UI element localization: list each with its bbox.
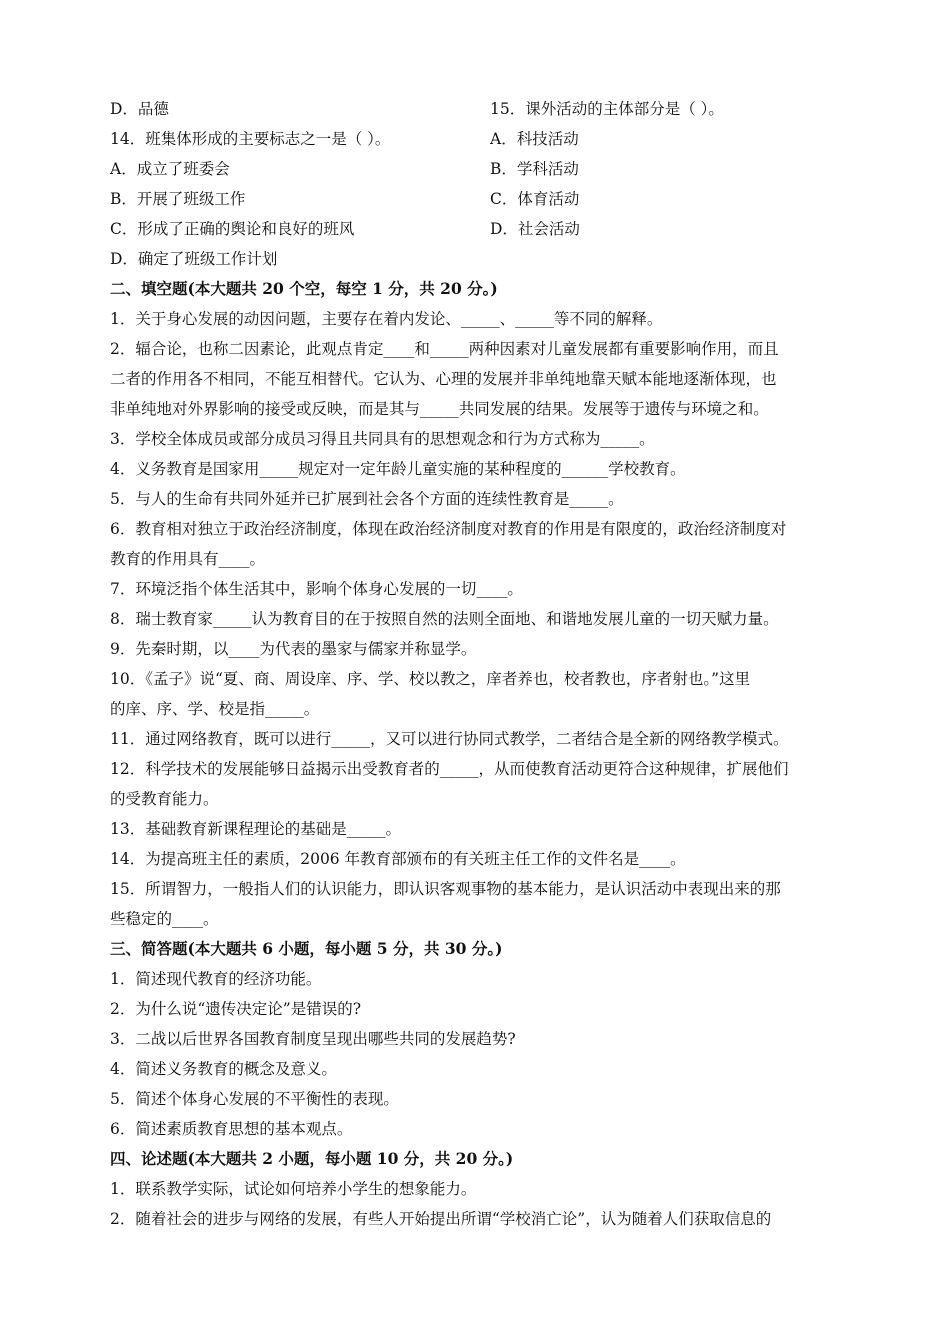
text-line: 6．教育相对独立于政治经济制度，体现在政治经济制度对教育的作用是有限度的，政治经济制度对 — [110, 520, 787, 538]
question-15: 15．课外活动的主体部分是（ ）。 — [490, 100, 724, 118]
text-line: 4．义务教育是国家用_____规定对一定年龄儿童实施的某种程度的______学校教育。 — [110, 460, 686, 478]
text-line: 5．简述个体身心发展的不平衡性的表现。 — [110, 1090, 399, 1108]
text-line: 9．先秦时期，以____为代表的墨家与儒家并称显学。 — [110, 640, 477, 658]
text-line: 14．为提高班主任的素质，2006 年教育部颁布的有关班主任工作的文件名是____。 — [110, 850, 686, 868]
text-line: 教育的作用具有____。 — [110, 550, 266, 568]
option-c-right: C．体育活动 — [490, 190, 580, 208]
text-line: 15．所谓智力，一般指人们的认识能力，即认识客观事物的基本能力，是认识活动中表现出来的那 — [110, 880, 781, 898]
text-line: 非单纯地对外界影响的接受或反映，而是其与_____共同发展的结果。发展等于遗传与环境之和。 — [110, 400, 769, 418]
text-line: 4．简述义务教育的概念及意义。 — [110, 1060, 337, 1078]
text-line: 8．瑞士教育家_____认为教育目的在于按照自然的法则全面地、和谐地发展儿童的一切天赋力量。 — [110, 610, 779, 628]
text-line: 10．《孟子》说“夏、商、周设庠、序、学、校以教之，庠者养也，校者教也，序者射也。”这里 — [110, 670, 751, 688]
text-line: 1．关于身心发展的动因问题，主要存在着内发论、_____、_____等不同的解释。 — [110, 310, 663, 328]
text-line: 2．随着社会的进步与网络的发展，有些人开始提出所谓“学校消亡论”，认为随着人们获取信息的 — [110, 1210, 772, 1228]
section-heading-short-answer: 三、简答题(本大题共 6 小题，每小题 5 分，共 30 分。) — [110, 939, 503, 958]
section-heading-essay: 四、论述题(本大题共 2 小题，每小题 10 分，共 20 分。) — [110, 1149, 514, 1168]
text-line: 1．简述现代教育的经济功能。 — [110, 970, 322, 988]
option-a-right: A．科技活动 — [490, 130, 579, 148]
option-d-right: D．社会活动 — [490, 220, 580, 238]
text-line: 2．为什么说“遗传决定论”是错误的? — [110, 1000, 362, 1018]
text-line: 13．基础教育新课程理论的基础是_____。 — [110, 820, 401, 838]
text-line: 2．辐合论，也称二因素论，此观点肯定____和_____两种因素对儿童发展都有重要影响作用，而且 — [110, 340, 779, 358]
option-d: D．确定了班级工作计划 — [110, 250, 278, 268]
text-line: 些稳定的____。 — [110, 910, 219, 928]
option-b-right: B．学科活动 — [490, 160, 579, 178]
option-d-prev: D．品德 — [110, 100, 169, 118]
section-heading-fill-in: 二、填空题(本大题共 20 个空，每空 1 分，共 20 分。) — [110, 279, 498, 298]
text-line: 7．环境泛指个体生活其中，影响个体身心发展的一切____。 — [110, 580, 523, 598]
text-line: 12．科学技术的发展能够日益揭示出受教育者的_____，从而使教育活动更符合这种规律，扩展他们 — [110, 760, 789, 778]
question-14: 14．班集体形成的主要标志之一是（ ）。 — [110, 130, 391, 148]
option-b: B．开展了班级工作 — [110, 190, 246, 208]
text-line: 的庠、序、学、校是指_____。 — [110, 700, 320, 718]
text-line: 3．学校全体成员或部分成员习得且共同具有的思想观念和行为方式称为_____。 — [110, 430, 655, 448]
text-line: 11．通过网络教育，既可以进行_____，又可以进行协同式教学，二者结合是全新的网络教学模式。 — [110, 730, 789, 748]
text-line: 1．联系教学实际，试论如何培养小学生的想象能力。 — [110, 1180, 477, 1198]
option-a: A．成立了班委会 — [110, 160, 230, 178]
text-line: 二者的作用各不相同，不能互相替代。它认为、心理的发展并非单纯地靠天赋本能地逐渐体现，也 — [110, 370, 777, 388]
option-c: C．形成了正确的舆论和良好的班风 — [110, 220, 355, 238]
text-line: 5．与人的生命有共同外延并已扩展到社会各个方面的连续性教育是_____。 — [110, 490, 624, 508]
text-line: 的受教育能力。 — [110, 790, 219, 808]
text-line: 3．二战以后世界各国教育制度呈现出哪些共同的发展趋势? — [110, 1030, 516, 1048]
text-line: 6．简述素质教育思想的基本观点。 — [110, 1120, 353, 1138]
